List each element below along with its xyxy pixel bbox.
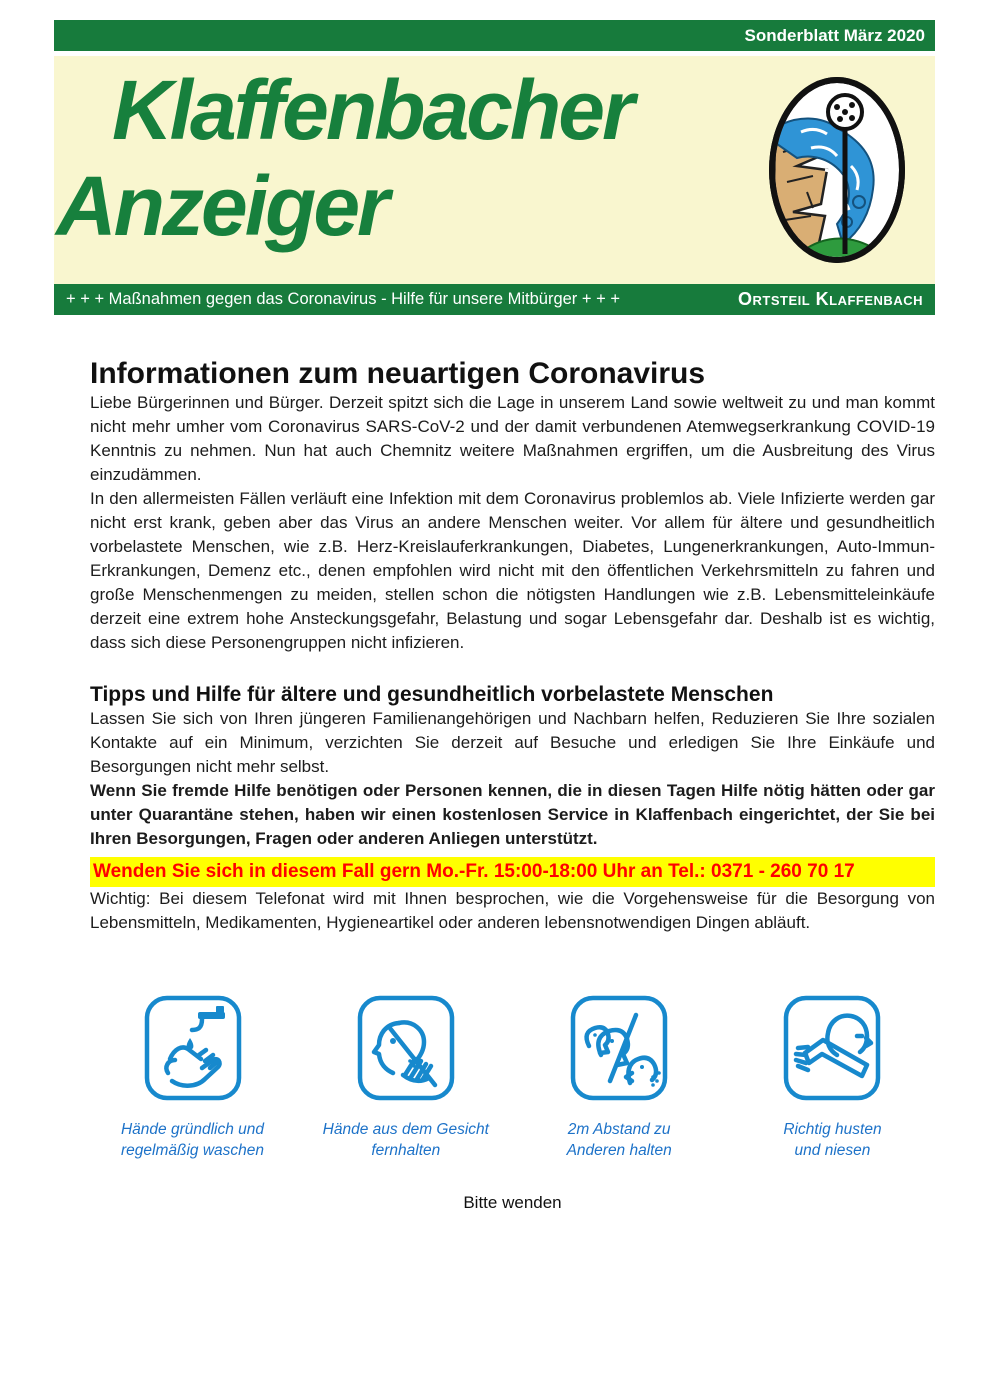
article bbox=[0, 357, 989, 1213]
masthead bbox=[54, 56, 935, 284]
hygiene-icons-row bbox=[90, 993, 935, 1161]
district-label: Ortsteil Klaffenbach bbox=[738, 289, 923, 309]
wash-hands-icon bbox=[142, 993, 244, 1103]
newsletter-title-line1: Klaffenbacher bbox=[112, 63, 632, 157]
no-face-touch-icon bbox=[355, 993, 457, 1103]
hygiene-caption: Hände aus dem Gesicht fernhalten bbox=[322, 1121, 489, 1159]
klaffenbach-crest-logo bbox=[765, 72, 909, 268]
wichtig-paragraph: Wichtig: Bei diesem Telefonat wird mit Ihnen besprochen, wie die Vorgehensweise für die Besorgung von Lebensmitteln, Medikamenten, Hygieneartikel oder anderen lebensnotwendigen Dingen abläuft. bbox=[90, 889, 935, 932]
hygiene-caption: Hände gründlich und regelmäßig waschen bbox=[120, 1121, 265, 1159]
cough-sneeze-icon bbox=[781, 993, 883, 1103]
turn-page-note: Bitte wenden bbox=[463, 1193, 562, 1212]
help-service-paragraph: Wenn Sie fremde Hilfe benötigen oder Personen kennen, die in diesen Tagen Hilfe nötig hätten oder gar unter Quarantäne stehen, haben wir einen kostenlosen Service in Klaffenbach eingerichtet, der Sie bei Ihren Besorgungen, Fragen oder anderen Anliegen unterstützt. bbox=[90, 781, 935, 848]
hygiene-item-no-face-touch bbox=[303, 993, 508, 1161]
hygiene-item-keep-distance bbox=[517, 993, 722, 1161]
keep-distance-icon bbox=[568, 993, 670, 1103]
newsletter-header bbox=[54, 20, 935, 315]
hygiene-item-cough-sneeze bbox=[730, 993, 935, 1161]
hygiene-item-wash-hands bbox=[90, 993, 295, 1161]
hygiene-caption: Richtig husten und niesen bbox=[783, 1121, 882, 1159]
issue-bar bbox=[54, 20, 935, 51]
ticker-bar bbox=[54, 284, 935, 315]
infection-info-paragraph: In den allermeisten Fällen verläuft eine Infektion mit dem Coronavirus problemlos ab. Viele Infizierte werden gar nicht erst krank, geben aber das Virus an andere Menschen weiter. Vor allem für ältere und gesundheitlich vorbelastete Menschen, wie z.B. Herz-Kreislauferkrankungen, Diabetes, Lungenerkrankungen, Auto-Immun-Erkrankungen, Demenz etc., denen empfohlen wird nicht mit den öffentlichen Verkehrsmitteln zu fahren und große Menschenmengen zu meiden, stellen schon die nötigsten Handlungen wie z.B. Lebensmitteleinkäufe derzeit eine extrem hohe Ansteckungsgefahr, Belastung und sogar Lebensgefahr dar. Deshalb ist es wichtig, dass sich diese Personengruppen nicht infizieren. bbox=[90, 489, 935, 652]
tips-paragraph: Lassen Sie sich von Ihren jüngeren Familienangehörigen und Nachbarn helfen, Reduzieren Sie Ihre sozialen Kontakte auf ein Minimum, verzichten Sie derzeit auf Besuche und erledigen Sie Ihre Einkäufe und Besorgungen nicht mehr selbst. bbox=[90, 709, 935, 776]
ticker-text: + + + Maßnahmen gegen das Coronavirus - Hilfe für unsere Mitbürger + + + bbox=[66, 290, 620, 308]
intro-paragraph: Liebe Bürgerinnen und Bürger. Derzeit spitzt sich die Lage in unserem Land sowie weltweit zu und man kommt nicht mehr umher vom Coronavirus SARS-CoV-2 und der damit verbundenen Atemwegserkrankung COVID-19 Kenntnis zu nehmen. Nun hat auch Chemnitz weitere Maßnahmen ergriffen, um die Ausbreitung des Virus einzudämmen. bbox=[90, 393, 935, 484]
phone-highlight-line: Wenden Sie sich in diesem Fall gern Mo.-Fr. 15:00-18:00 Uhr an Tel.: 0371 - 260 70 17 bbox=[90, 857, 935, 887]
tips-subheading: Tipps und Hilfe für ältere und gesundheitlich vorbelastete Menschen bbox=[90, 683, 774, 706]
newsletter-title-line2: Anzeiger bbox=[56, 159, 387, 253]
issue-label: Sonderblatt März 2020 bbox=[744, 25, 925, 45]
article-heading: Informationen zum neuartigen Coronavirus bbox=[90, 357, 706, 390]
hygiene-caption: 2m Abstand zu Anderen halten bbox=[566, 1121, 672, 1159]
